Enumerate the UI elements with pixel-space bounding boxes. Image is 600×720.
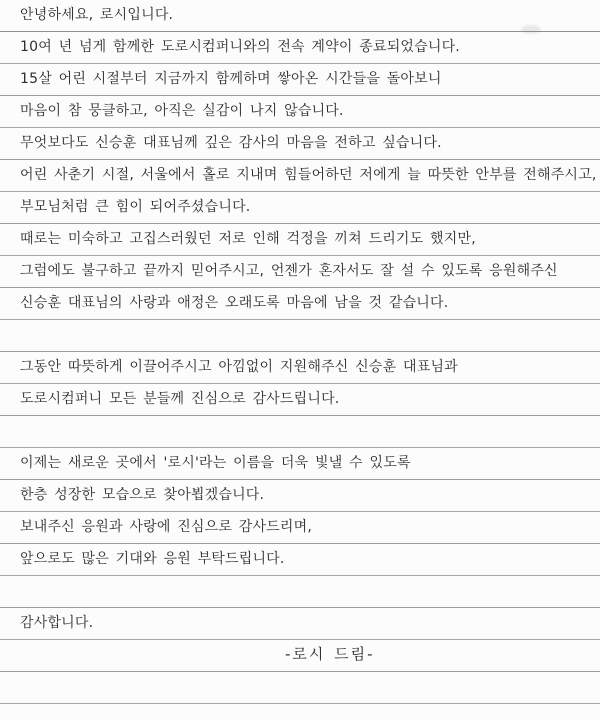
letter-line-text: 때로는 미숙하고 고집스러웠던 저로 인해 걱정을 끼쳐 드리기도 했지만, <box>20 230 476 247</box>
letter-line-text: 무엇보다도 신승훈 대표님께 깊은 감사의 마음을 전하고 싶습니다. <box>20 134 442 151</box>
letter-line <box>0 448 600 480</box>
paper-bottom-margin <box>0 704 600 720</box>
signature-line <box>0 640 600 672</box>
letter-line <box>0 32 600 64</box>
letter-line <box>0 224 600 256</box>
letter-line-text: 신승훈 대표님의 사랑과 애정은 오래도록 마음에 남을 것 같습니다. <box>20 294 449 311</box>
letter-line-text: 그동안 따뜻하게 이끌어주시고 아낌없이 지원해주신 신승훈 대표님과 <box>20 358 458 375</box>
letter-line-text: 10여 년 넘게 함께한 도로시컴퍼니와의 전속 계약이 종료되었습니다. <box>20 38 460 55</box>
letter-line-text: 앞으로도 많은 기대와 응원 부탁드립니다. <box>20 550 285 567</box>
letter-line <box>0 192 600 224</box>
letter-line-text: 부모님처럼 큰 힘이 되어주셨습니다. <box>20 198 251 215</box>
letter-line <box>0 352 600 384</box>
letter-line-text: 보내주신 응원과 사랑에 진심으로 감사드리며, <box>20 518 313 535</box>
letter-line-blank <box>0 320 600 352</box>
letter-line <box>0 512 600 544</box>
letter-line <box>0 384 600 416</box>
letter-line <box>0 608 600 640</box>
letter-line-text: 그럼에도 불구하고 끝까지 믿어주시고, 언젠가 혼자서도 잘 설 수 있도록 응원해주신 <box>20 262 558 279</box>
letter-line-text: 안녕하세요, 로시입니다. <box>20 6 174 23</box>
letter-line-blank <box>0 672 600 704</box>
letter-line-text: 이제는 새로운 곳에서 '로시'라는 이름을 더욱 빛낼 수 있도록 <box>20 454 411 471</box>
letter-line <box>0 0 600 32</box>
letter-line <box>0 256 600 288</box>
letter-line <box>0 288 600 320</box>
letter-line-text: 마음이 참 뭉클하고, 아직은 실감이 나지 않습니다. <box>20 102 344 119</box>
letter-line-blank <box>0 416 600 448</box>
signature-text: -로시 드림- <box>285 645 375 663</box>
letter-line-text: 감사합니다. <box>20 614 94 631</box>
letter-line <box>0 480 600 512</box>
letter-line-text: 도로시컴퍼니 모든 분들께 진심으로 감사드립니다. <box>20 390 340 407</box>
letter-line <box>0 544 600 576</box>
letter-line <box>0 128 600 160</box>
letter-line-blank <box>0 576 600 608</box>
letter-line-text: 한층 성장한 모습으로 찾아뵙겠습니다. <box>20 486 265 503</box>
letter-line <box>0 64 600 96</box>
letter-line <box>0 96 600 128</box>
letter-line-text: 어린 사춘기 시절, 서울에서 홀로 지내며 힘들어하던 저에게 늘 따뜻한 안부를 전해주시고, <box>20 166 597 183</box>
letter-line-text: 15살 어린 시절부터 지금까지 함께하며 쌓아온 시간들을 돌아보니 <box>20 70 442 87</box>
letter-line <box>0 160 600 192</box>
